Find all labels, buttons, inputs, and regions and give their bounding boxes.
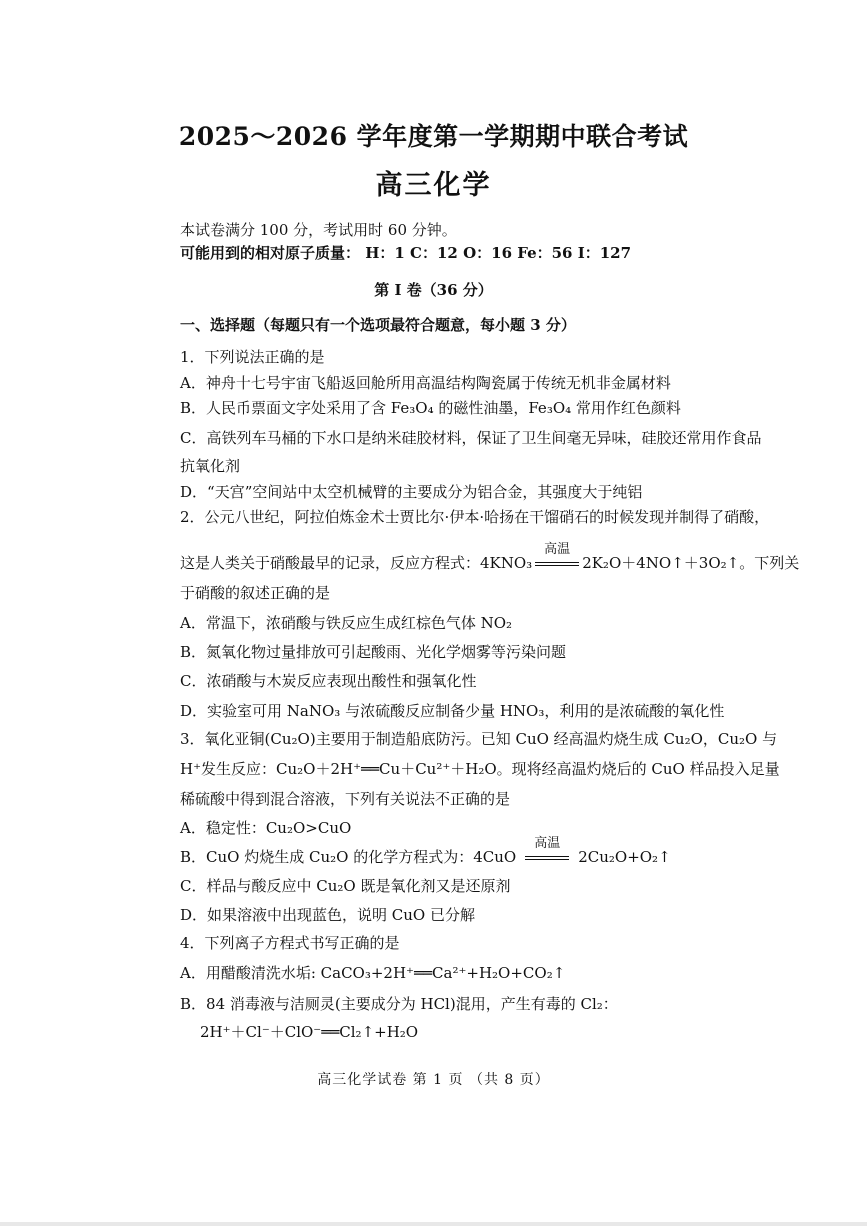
q2-equation-right: 2K₂O＋4NO↑＋3O₂↑。下列关 — [582, 554, 800, 572]
section-heading: 第 I 卷（36 分） — [374, 281, 493, 299]
q3-option-c: C．样品与酸反应中 Cu₂O 既是氧化剂又是还原剂 — [180, 877, 511, 895]
intro-line-1: 本试卷满分 100 分，考试用时 60 分钟。 — [180, 221, 457, 239]
exam-title: 2025～2026 学年度第一学期期中联合考试 — [178, 122, 689, 151]
intro-line-2: 可能用到的相对原子质量： H：1 C：12 O：16 Fe：56 I：127 — [180, 244, 632, 262]
q2-condition-label: 高温 — [544, 542, 571, 557]
q2-stem-3: 于硝酸的叙述正确的是 — [180, 584, 331, 602]
q2-equation-left: 这是人类关于硝酸最早的记录，反应方程式：4KNO₃ — [180, 554, 533, 572]
scan-edge — [0, 1222, 867, 1226]
q3-equation-left: B．CuO 灼烧生成 Cu₂O 的化学方程式为：4CuO — [180, 848, 517, 866]
part-heading: 一、选择题（每题只有一个选项最符合题意，每小题 3 分） — [180, 316, 576, 334]
q4-stem: 4．下列离子方程式书写正确的是 — [180, 934, 400, 952]
q2-equals-sign — [535, 562, 579, 566]
q2-stem-2 — [180, 542, 820, 573]
q2-reaction-condition — [532, 542, 582, 573]
q1-option-b: B．人民币票面文字处采用了含 Fe₃O₄ 的磁性油墨，Fe₃O₄ 常用作红色颜料 — [180, 399, 681, 417]
q3-stem-1: 3．氧化亚铜(Cu₂O)主要用于制造船底防污。已知 CuO 经高温灼烧生成 Cu₂O，Cu₂O 与 — [180, 730, 778, 748]
q3-option-a: A．稳定性：Cu₂O>CuO — [180, 819, 352, 837]
q2-option-d: D．实验室可用 NaNO₃ 与浓硫酸反应制备少量 HNO₃，利用的是浓硫酸的氧化性 — [180, 702, 725, 720]
q4-option-b-equation: 2H⁺＋Cl⁻＋ClO⁻══Cl₂↑+H₂O — [200, 1023, 419, 1041]
q4-option-a: A．用醋酸清洗水垢: CaCO₃+2H⁺══Ca²⁺+H₂O+CO₂↑ — [180, 964, 566, 982]
q3-stem-2: H⁺发生反应：Cu₂O＋2H⁺══Cu＋Cu²⁺＋H₂O。现将经高温灼烧后的 CuO 样品投入足量 — [180, 760, 780, 778]
q4-option-b: B．84 消毒液与洁厕灵(主要成分为 HCl)混用，产生有毒的 Cl₂： — [180, 995, 618, 1013]
q1-stem: 1．下列说法正确的是 — [180, 348, 325, 366]
q3-condition-label: 高温 — [534, 836, 561, 851]
q1-option-c-cont: 抗氧化剂 — [180, 457, 241, 475]
exam-subject: 高三化学 — [375, 170, 492, 201]
q3-stem-3: 稀硫酸中得到混合溶液，下列有关说法不正确的是 — [180, 790, 511, 808]
q3-equation-right: 2Cu₂O+O₂↑ — [578, 848, 671, 866]
q2-option-a: A．常温下，浓硝酸与铁反应生成红棕色气体 NO₂ — [180, 614, 513, 632]
q1-option-a: A．神舟十七号宇宙飞船返回舱所用高温结构陶瓷属于传统无机非金属材料 — [180, 374, 671, 392]
q1-option-d: D．“天宫”空间站中太空机械臂的主要成分为铝合金，其强度大于纯铝 — [180, 483, 643, 501]
q3-reaction-condition — [522, 836, 572, 867]
page-footer: 高三化学试卷 第 1 页 （共 8 页） — [317, 1072, 550, 1088]
q3-option-d: D．如果溶液中出现蓝色，说明 CuO 已分解 — [180, 906, 475, 924]
q2-stem-1: 2．公元八世纪，阿拉伯炼金术士贾比尔·伊本·哈扬在干馏硝石的时候发现并制得了硝酸， — [180, 508, 770, 526]
q1-option-c: C．高铁列车马桶的下水口是纳米硅胶材料，保证了卫生间毫无异味，硅胶还常用作食品 — [180, 429, 762, 447]
q2-option-b: B．氮氧化物过量排放可引起酸雨、光化学烟雾等污染问题 — [180, 643, 567, 661]
q3-equals-sign — [525, 856, 569, 860]
q2-option-c: C．浓硝酸与木炭反应表现出酸性和强氧化性 — [180, 672, 477, 690]
q3-option-b — [180, 836, 820, 867]
